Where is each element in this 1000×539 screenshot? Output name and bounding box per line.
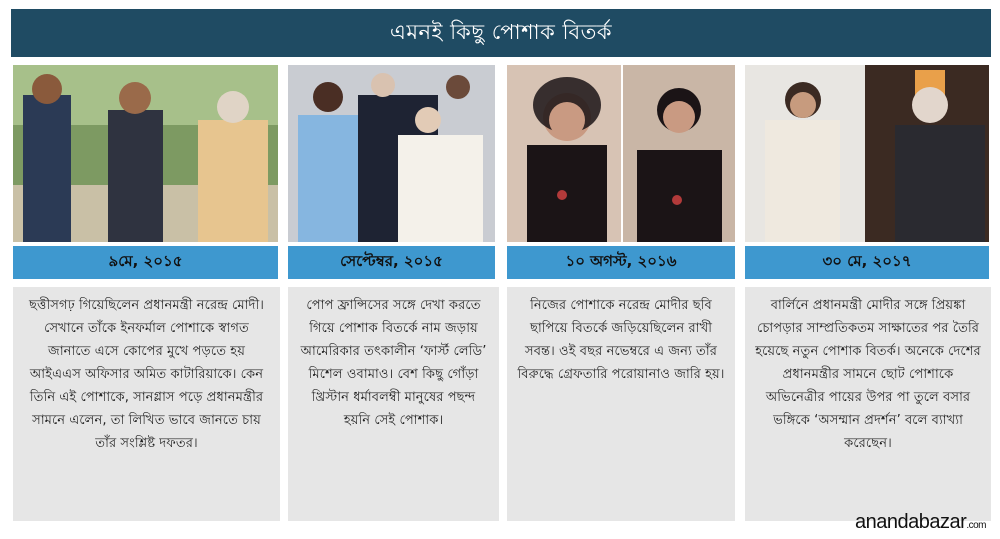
photo-rakhi-dress bbox=[507, 65, 735, 242]
description-card: পোপ ফ্রান্সিসের সঙ্গে দেখা করতে গিয়ে পোশাক বিতর্কে নাম জড়ায় আমেরিকার তৎকালীন ‘ফার্স্ট লেডি’ মিশেল ওবামাও। বেশ কিছু গোঁড়া খ্রিস্টান ধর্মাবলম্বী মানুষের পছন্দ হয়নি সেই পোশাক। bbox=[288, 287, 499, 521]
description-card: নিজের পোশাকে নরেন্দ্র মোদীর ছবি ছাপিয়ে বিতর্কে জড়িয়েছিলেন রাখী সবন্ত। ওই বছর নভেম্বরে এ জন্য তাঁর বিরুদ্ধে গ্রেফতারি পরোয়ানাও জারি হয়। bbox=[507, 287, 735, 521]
description-card: বার্লিনে প্রধানমন্ত্রী মোদীর সঙ্গে প্রিয়ঙ্কা চোপড়ার সাম্প্রতিকতম সাক্ষাতের পর তৈরি হয়েছে নতুন পোশাক বিতর্ক। অনেকে দেশের প্রধানমন্ত্রীর সামনে ছোট পোশাকে অভিনেত্রীর পায়ের উপর পা তুলে বসার ভঙ্গিকে ‘অসম্মান প্রদর্শন’ বলে ব্যাখ্যা করেছেন। bbox=[745, 287, 991, 521]
brand-name: anandabazar bbox=[855, 511, 967, 533]
brand-logo[interactable] bbox=[855, 511, 986, 534]
photo-pope-meeting bbox=[288, 65, 495, 242]
date-label: ১০ অগস্ট, ২০১৬ bbox=[507, 246, 735, 279]
brand-suffix: .com bbox=[966, 520, 986, 531]
photo-chhattisgarh bbox=[13, 65, 278, 242]
header-banner bbox=[11, 9, 991, 57]
description-card: ছত্তীসগঢ় গিয়েছিলেন প্রধানমন্ত্রী নরেন্দ্র মোদী। সেখানে তাঁকে ইনফর্মাল পোশাকে স্বাগত জানাতে এসে কোপের মুখে পড়তে হয় আইএএস অফিসার অমিত কাটারিয়াকে। কেন তিনি এই পোশাকে, সানগ্লাস পড়ে প্রধানমন্ত্রীর সামনে এলেন, তা লিখিত ভাবে জানতে চায় তাঁর সংশ্লিষ্ট দফতর। bbox=[13, 287, 280, 521]
date-label: ৩০ মে, ২০১৭ bbox=[745, 246, 989, 279]
date-label: সেপ্টেম্বর, ২০১৫ bbox=[288, 246, 495, 279]
photo-berlin-meeting bbox=[745, 65, 989, 242]
page-title: এমনই কিছু পোশাক বিতর্ক bbox=[389, 19, 613, 44]
date-label: ৯মে, ২০১৫ bbox=[13, 246, 278, 279]
